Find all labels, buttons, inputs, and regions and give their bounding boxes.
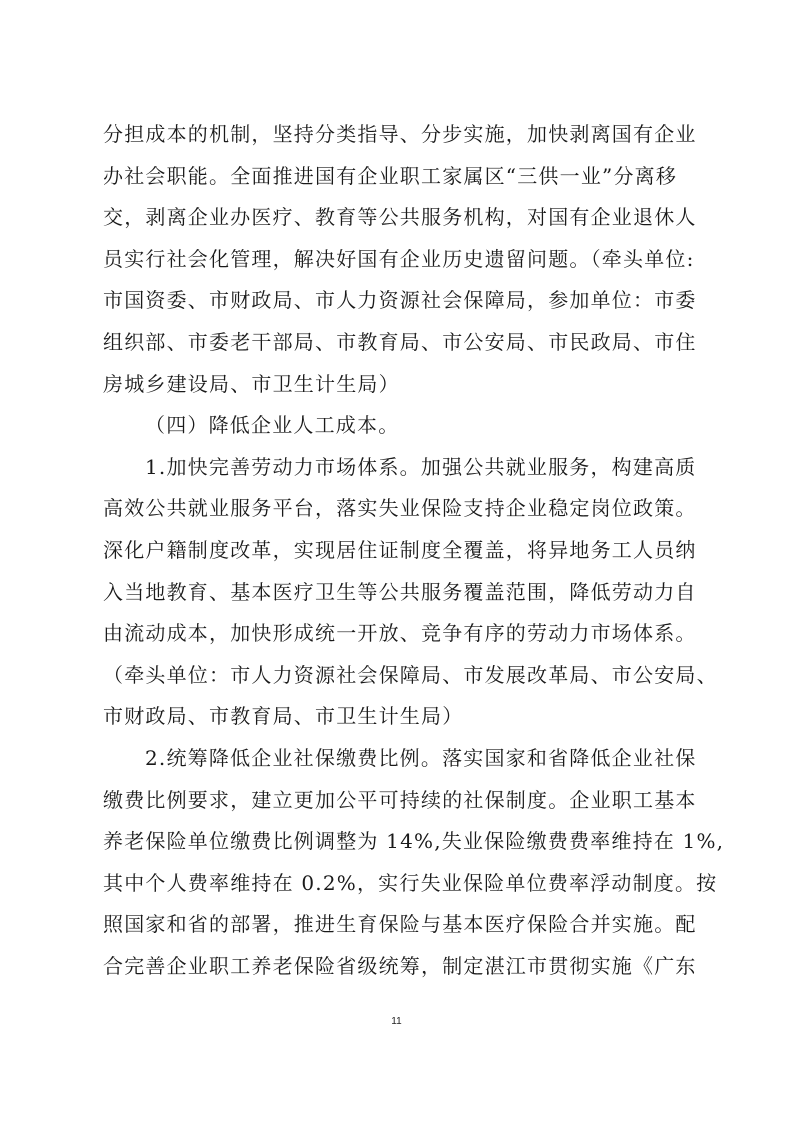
text-line: 深化户籍制度改革，实现居住证制度全覆盖，将异地务工人员纳 — [103, 537, 697, 562]
text-line: 照国家和省的部署，推进生育保险与基本医疗保险合并实施。配 — [103, 912, 697, 937]
paragraph-start: 1.加快完善劳动力市场体系。加强公共就业服务，构建高质 — [145, 454, 697, 479]
text-line: 办社会职能。全面推进国有企业职工家属区“三供一业”分离移 — [103, 163, 678, 188]
text-line: （牵头单位：市人力资源社会保障局、市发展改革局、市公安局、 — [103, 662, 718, 687]
text-line: 入当地教育、基本医疗卫生等公共服务覆盖范围，降低劳动力自 — [103, 579, 697, 604]
text-line: 缴费比例要求，建立更加公平可持续的社保制度。企业职工基本 — [103, 787, 697, 812]
text-line: 交，剥离企业办医疗、教育等公共服务机构，对国有企业退休人 — [103, 205, 697, 230]
section-heading: （四）降低企业人工成本。 — [145, 413, 400, 438]
paragraph-start: 2.统筹降低企业社保缴费比例。落实国家和省降低企业社保 — [145, 745, 697, 770]
text-line: 合完善企业职工养老保险省级统筹，制定湛江市贯彻实施《广东 — [103, 953, 697, 978]
text-line: 由流动成本，加快形成统一开放、竞争有序的劳动力市场体系。 — [103, 621, 697, 646]
text-line: 养老保险单位缴费比例调整为 14%,失业保险缴费费率维持在 1%, — [103, 829, 725, 854]
text-line: 房城乡建设局、市卫生计生局） — [103, 371, 400, 396]
text-line: 高效公共就业服务平台，落实失业保险支持企业稳定岗位政策。 — [103, 496, 697, 521]
text-line: 其中个人费率维持在 0.2%，实行失业保险单位费率浮动制度。按 — [103, 870, 718, 895]
page-number: 11 — [391, 1016, 402, 1027]
document-body — [103, 114, 725, 987]
text-line: 员实行社会化管理，解决好国有企业历史遗留问题。（牵头单位: — [103, 246, 695, 271]
text-line: 组织部、市委老干部局、市教育局、市公安局、市民政局、市住 — [103, 329, 697, 354]
text-line: 市国资委、市财政局、市人力资源社会保障局，参加单位：市委 — [103, 288, 697, 313]
text-line: 市财政局、市教育局、市卫生计生局） — [103, 704, 464, 729]
text-line: 分担成本的机制，坚持分类指导、分步实施，加快剥离国有企业 — [103, 122, 697, 146]
